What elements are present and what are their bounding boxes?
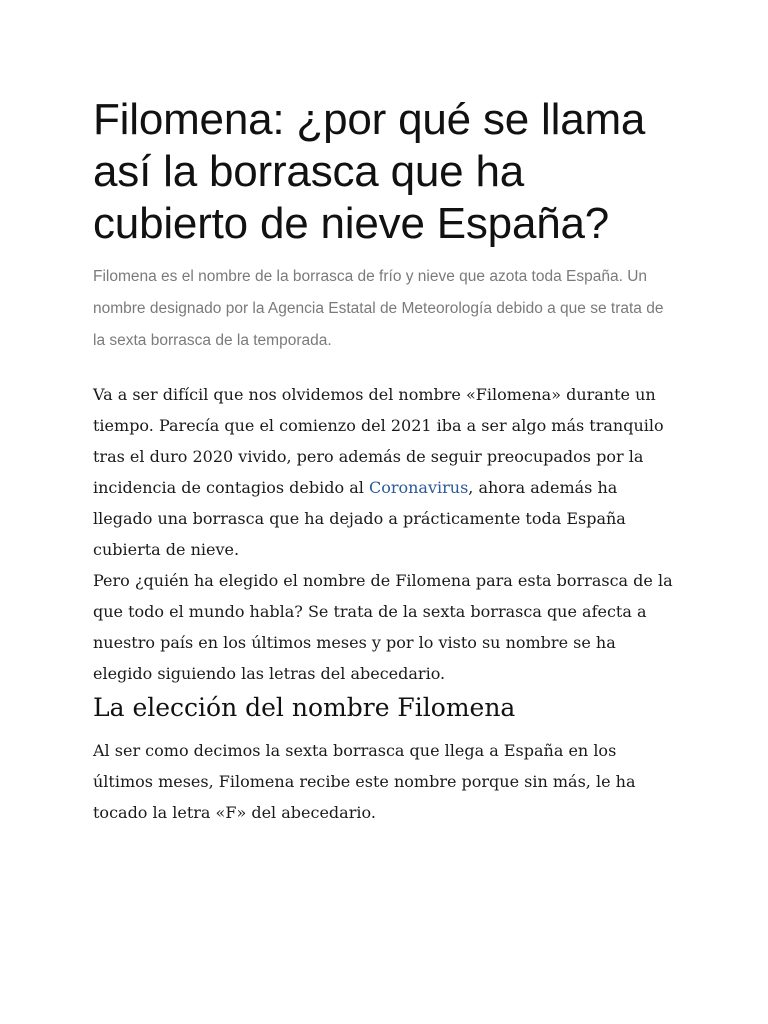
article-lead: Filomena es el nombre de la borrasca de frío y nieve que azota toda España. Un nombre designado por la Agencia Estatal de Meteorología debido a que se trata de la sexta borrasca de la temporada. <box>93 268 664 349</box>
paragraph-intro-text-end: , ahora además ha llegado una borrasca que ha dejado a prácticamente toda España cubierta de nieve. <box>93 478 626 559</box>
coronavirus-link[interactable]: Coronavirus <box>368 478 469 497</box>
article-title: Filomena: ¿por qué se llama así la borrasca que ha cubierto de nieve España? <box>93 95 646 248</box>
paragraph-explanation: Al ser como decimos la sexta borrasca que llega a España en los últimos meses, Filomena recibe este nombre porque sin más, le ha tocado la letra «F» del abecedario. <box>93 741 636 822</box>
paragraph-intro <box>93 379 678 565</box>
section-heading: La elección del nombre Filomena <box>93 693 516 722</box>
paragraph-question: Pero ¿quién ha elegido el nombre de Filomena para esta borrasca de la que todo el mundo habla? Se trata de la sexta borrasca que afecta a nuestro país en los últimos meses y por lo visto su nombre se ha elegido siguiendo las letras del abecedario. <box>93 571 673 683</box>
paragraph-intro-text-start: Va a ser difícil que nos olvidemos del nombre «Filomena» durante un tiempo. Parecía que el comienzo del 2021 iba a ser algo más tranquilo tras el duro 2020 vivido, pero además de seguir preocupados por la incidencia de contagios debido al <box>93 385 664 497</box>
article <box>93 94 678 828</box>
